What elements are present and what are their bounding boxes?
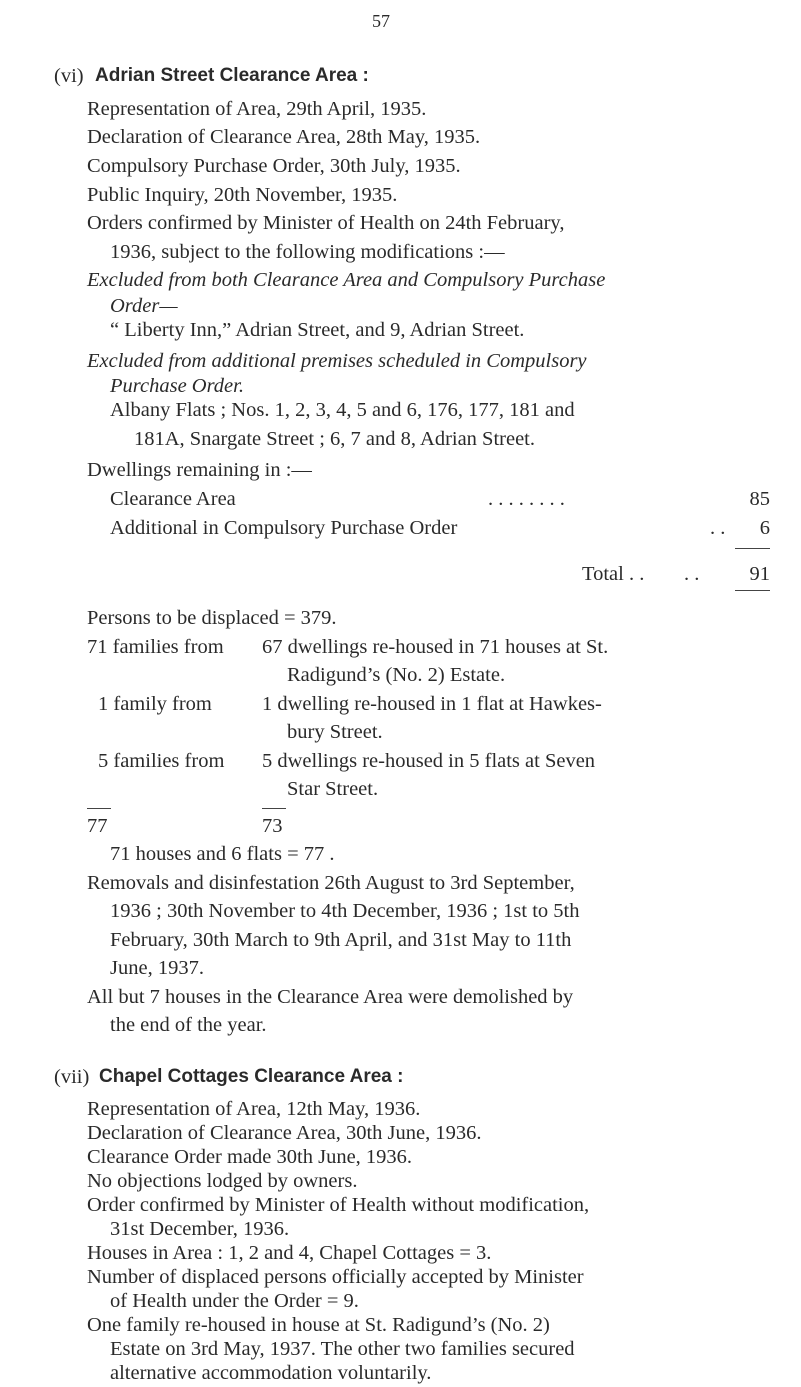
persons-displaced: Persons to be displaced = 379.	[87, 607, 337, 629]
section-6-label: (vi)	[54, 65, 84, 87]
excluded-text-2b: 181A, Snargate Street ; 6, 7 and 8, Adrian Street.	[134, 428, 536, 450]
s7-line-4: No objections lodged by owners.	[87, 1170, 358, 1192]
total-top-rule	[735, 548, 770, 549]
s6-line-1: Representation of Area, 29th April, 1935.	[87, 98, 427, 120]
s7-line-7: Houses in Area : 1, 2 and 4, Chapel Cottages = 3.	[87, 1242, 492, 1264]
s7-line-2: Declaration of Clearance Area, 30th June, 1936.	[87, 1122, 482, 1144]
page-number: 57	[372, 11, 390, 31]
sum-families: 77	[87, 815, 108, 837]
removals-line-1: Removals and disinfestation 26th August to 3rd September,	[87, 872, 575, 894]
s7-line-5: Order confirmed by Minister of Health without modification,	[87, 1194, 590, 1216]
dwellings-row-2-label: Additional in Compulsory Purchase Order	[110, 517, 458, 539]
family-row-2-text-b: bury Street.	[287, 721, 383, 743]
sum-families-rule	[87, 808, 111, 809]
section-7-title: Chapel Cottages Clearance Area :	[99, 1066, 404, 1087]
s7-line-1: Representation of Area, 12th May, 1936.	[87, 1098, 421, 1120]
s6-line-5: Orders confirmed by Minister of Health on 24th February,	[87, 212, 565, 234]
sum-dwellings: 73	[262, 815, 283, 837]
removals-line-3: February, 30th March to 9th April, and 31st May to 11th	[110, 929, 572, 951]
demolished-line-2: the end of the year.	[110, 1014, 267, 1036]
s7-line-6: 31st December, 1936.	[110, 1218, 290, 1240]
excluded-heading-1a: Excluded from both Clearance Area and Compulsory Purchase	[87, 269, 606, 291]
family-row-1-text-a: 67 dwellings re-housed in 71 houses at St.	[262, 636, 609, 658]
s7-line-12: alternative accommodation voluntarily.	[110, 1362, 432, 1384]
s7-line-10: One family re-housed in house at St. Radigund’s (No. 2)	[87, 1314, 550, 1336]
excluded-text-1: “ Liberty Inn,” Adrian Street, and 9, Adrian Street.	[110, 319, 525, 341]
dwellings-row-2-dots: . .	[710, 517, 726, 539]
s6-line-6: 1936, subject to the following modifications :—	[110, 241, 505, 263]
total-bottom-rule	[735, 590, 770, 591]
total-value: 91	[749, 563, 770, 585]
family-row-3-text-b: Star Street.	[287, 778, 379, 800]
family-row-3-count: 5 families from	[98, 750, 225, 772]
total-label: Total . .	[582, 563, 645, 585]
removals-line-2: 1936 ; 30th November to 4th December, 1936 ; 1st to 5th	[110, 900, 580, 922]
family-row-1-text-b: Radigund’s (No. 2) Estate.	[287, 664, 506, 686]
family-row-1-count: 71 families from	[87, 636, 224, 658]
demolished-line-1: All but 7 houses in the Clearance Area were demolished by	[87, 986, 574, 1008]
s7-line-3: Clearance Order made 30th June, 1936.	[87, 1146, 413, 1168]
excluded-heading-1b: Order—	[110, 295, 178, 317]
s7-line-11: Estate on 3rd May, 1937. The other two families secured	[110, 1338, 575, 1360]
dwellings-row-1-dots: . . . . . . . .	[488, 488, 565, 510]
excluded-heading-2a: Excluded from additional premises scheduled in Compulsory	[87, 350, 587, 372]
section-6-title: Adrian Street Clearance Area :	[95, 65, 369, 86]
houses-flats-total: 71 houses and 6 flats = 77 .	[110, 843, 335, 865]
section-7-label: (vii)	[54, 1066, 90, 1088]
dwellings-heading: Dwellings remaining in :—	[87, 459, 312, 481]
family-row-3-text-a: 5 dwellings re-housed in 5 flats at Seven	[262, 750, 596, 772]
s7-line-9: of Health under the Order = 9.	[110, 1290, 359, 1312]
family-row-2-count: 1 family from	[98, 693, 212, 715]
s6-line-3: Compulsory Purchase Order, 30th July, 1935.	[87, 155, 461, 177]
excluded-text-2a: Albany Flats ; Nos. 1, 2, 3, 4, 5 and 6, 176, 177, 181 and	[110, 399, 575, 421]
total-dots: . .	[684, 563, 700, 585]
s6-line-4: Public Inquiry, 20th November, 1935.	[87, 184, 398, 206]
s7-line-8: Number of displaced persons officially accepted by Minister	[87, 1266, 584, 1288]
sum-dwellings-rule	[262, 808, 286, 809]
dwellings-row-1-value: 85	[749, 488, 770, 510]
s6-line-2: Declaration of Clearance Area, 28th May, 1935.	[87, 126, 481, 148]
family-row-2-text-a: 1 dwelling re-housed in 1 flat at Hawkes-	[262, 693, 602, 715]
dwellings-row-1-label: Clearance Area	[110, 488, 236, 510]
excluded-heading-2b: Purchase Order.	[110, 375, 244, 397]
removals-line-4: June, 1937.	[110, 957, 204, 979]
dwellings-row-2-value: 6	[759, 517, 770, 539]
